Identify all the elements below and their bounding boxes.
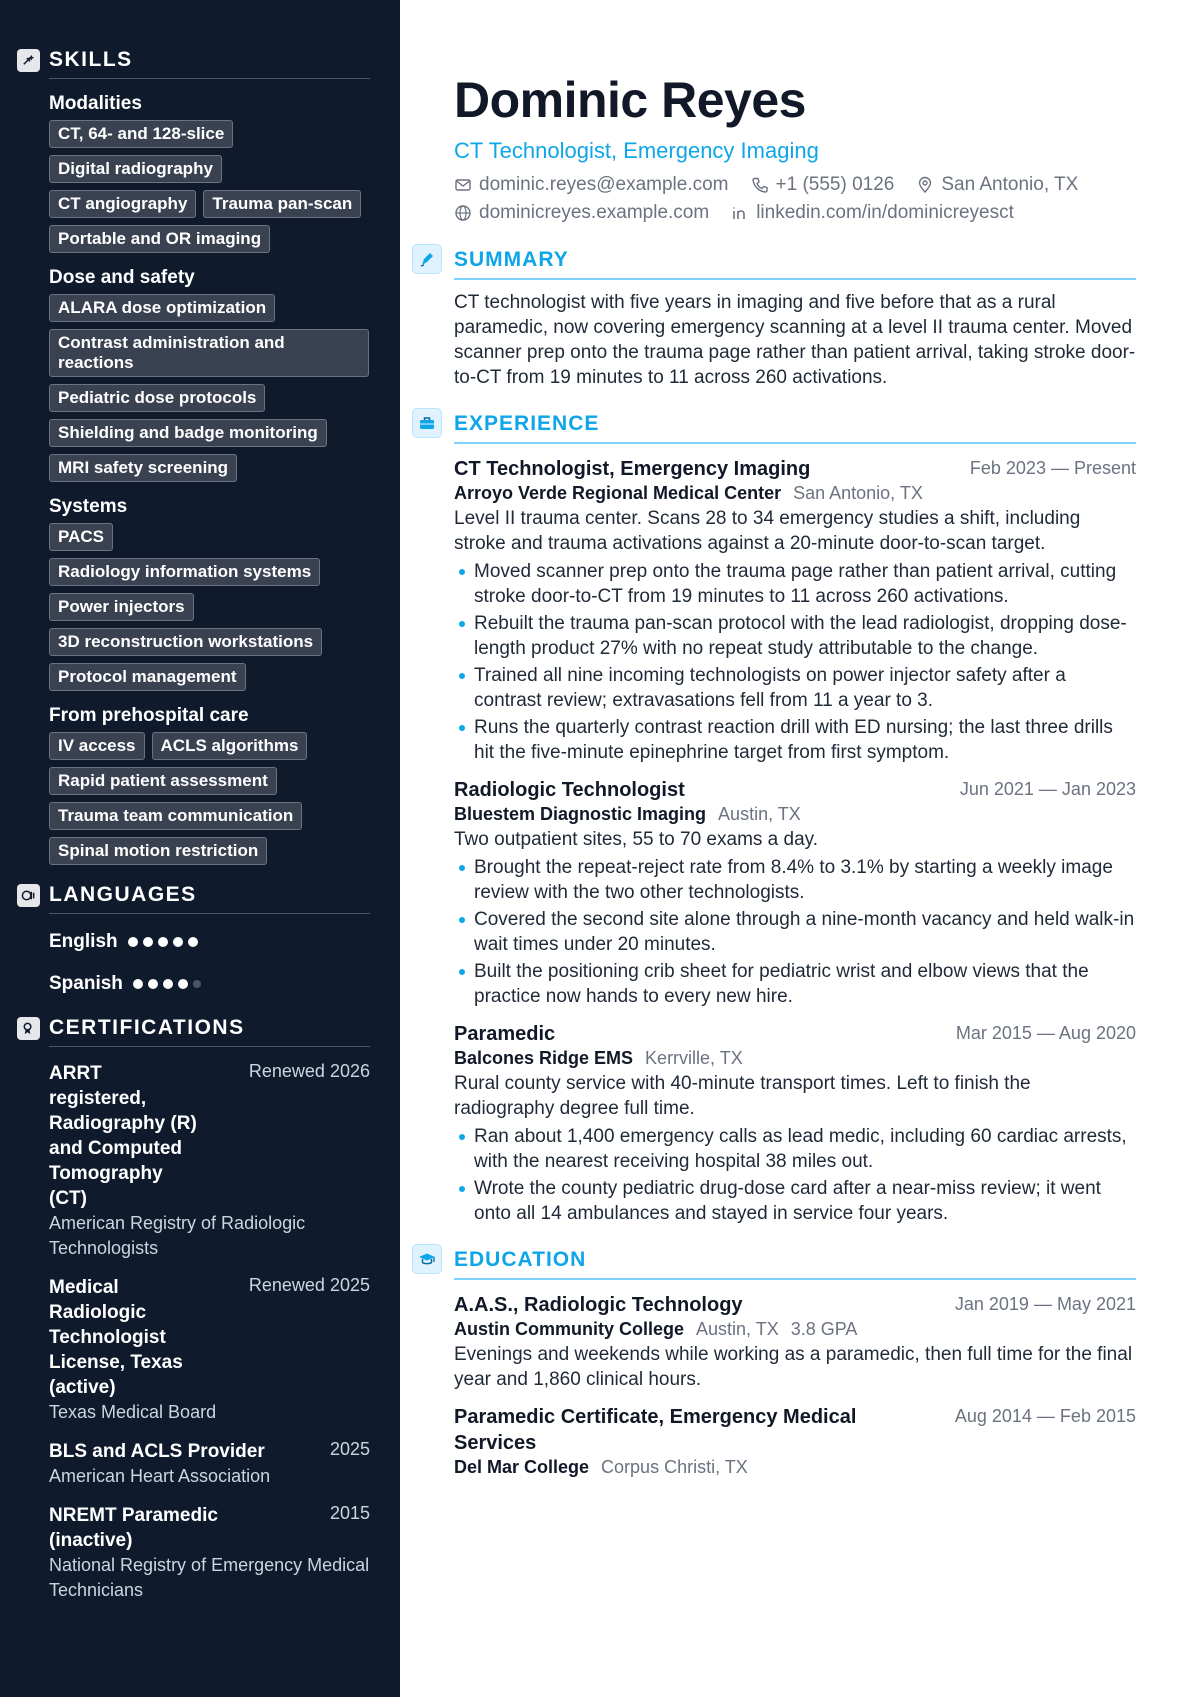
summary-title: SUMMARY [454,248,569,271]
skill-chip: Spinal motion restriction [49,837,267,865]
certificate-icon [17,1017,40,1040]
skill-group-title: Dose and safety [49,267,195,288]
job-bullets [454,855,1136,1009]
skills-icon [17,49,40,72]
summary-text: CT technologist with five years in imaging and five before that as a rural paramedic, now covering emergency scanning at a level II trauma center. Moved scanner prep onto the trauma page rather than patient arrival, taking stroke door-to-CT from 19 minutes to 11 across 260 activations. [454,292,1136,388]
job-bullet: Built the positioning crib sheet for pediatric wrist and elbow views that the practice now hands to every new hire. [454,959,1136,1009]
job-description: Rural county service with 40-minute transport times. Left to finish the radiography degree full time. [454,1073,1031,1119]
certifications-divider [49,1046,370,1047]
experience-section [454,408,1136,1226]
languages-body [49,928,370,998]
job-org-line [454,1048,1136,1069]
job-entry [454,777,1136,1009]
job-bullet: Moved scanner prep onto the trauma page rather than patient arrival, cutting stroke door-to-CT from 19 minutes to 11 across 260 activations. [454,559,1136,609]
job-org: Balcones Ridge EMS [454,1048,634,1068]
contact-phone[interactable] [751,174,895,196]
certifications-body [49,1061,370,1603]
skill-chip: Trauma team communication [49,802,302,830]
certification-issuer: National Registry of Emergency Medical Technicians [49,1555,370,1600]
skill-chip: IV access [49,732,145,760]
education-degree: Paramedic Certificate, Emergency Medical Services [454,1406,857,1454]
job-bullet: Trained all nine incoming technologists on power injector safety after a contrast review; extravasations fell from 11 a year to 3. [454,663,1136,713]
skill-chip: 3D reconstruction workstations [49,628,322,656]
skill-group-title: Systems [49,496,128,517]
skill-group-title: Modalities [49,93,142,114]
job-location: Austin, TX [718,804,801,824]
languages-title: LANGUAGES [49,883,197,906]
certification-name: ARRT registered, Radiography (R) and Computed Tomography (CT) [49,1063,197,1209]
level-dot [143,937,153,947]
skill-chip: Shielding and badge monitoring [49,419,327,447]
skill-group-title: From prehospital care [49,705,249,726]
education-entry [454,1292,1136,1392]
email-text: dominic.reyes@example.com [479,174,729,195]
job-bullet: Rebuilt the trauma pan-scan protocol with the lead radiologist, dropping dose-length product 27% with no repeat study attributable to the change. [454,611,1136,661]
experience-title: EXPERIENCE [454,412,600,435]
education-school: Austin Community College [454,1319,685,1339]
pen-icon [412,244,442,274]
education-gpa: 3.8 GPA [790,1319,858,1339]
level-dot [128,937,138,947]
level-dot [148,979,158,989]
skill-chip: Digital radiography [49,155,222,183]
level-dot [163,979,173,989]
certification-name: BLS and ACLS Provider [49,1441,265,1462]
main-content [454,70,1136,1478]
job-entry [454,456,1136,765]
skills-title: SKILLS [49,48,133,71]
map-pin-icon [916,176,934,194]
job-role: Radiologic Technologist [454,779,685,801]
certification-issuer: American Heart Association [49,1466,271,1486]
skill-chip: Radiology information systems [49,558,320,586]
skill-chip: CT, 64- and 128-slice [49,120,233,148]
experience-divider [454,442,1136,444]
certification-year: Renewed 2025 [248,1275,370,1295]
education-section [454,1244,1136,1478]
education-school-line [454,1457,1136,1478]
job-bullet: Ran about 1,400 emergency calls as lead medic, including 60 cardiac arrests, with the nearest receiving hospital 38 miles out. [454,1124,1136,1174]
skill-group-modalities [49,93,370,253]
certification-item [49,1503,370,1603]
job-description: Two outpatient sites, 55 to 70 exams a day. [454,829,819,850]
certifications-header [17,1016,370,1040]
skill-chip: Rapid patient assessment [49,767,277,795]
education-title: EDUCATION [454,1248,587,1271]
job-title: CT Technologist, Emergency Imaging [454,138,819,163]
mail-icon [454,176,472,194]
education-divider [454,1278,1136,1280]
level-dot [158,937,168,947]
job-location: Kerrville, TX [645,1048,743,1068]
job-role: CT Technologist, Emergency Imaging [454,458,811,480]
job-date: Feb 2023 — Present [969,458,1136,478]
certification-issuer: Texas Medical Board [49,1402,217,1422]
job-date: Mar 2015 — Aug 2020 [955,1023,1136,1043]
skill-chip: Portable and OR imaging [49,225,270,253]
education-date: Aug 2014 — Feb 2015 [954,1406,1136,1426]
job-location: San Antonio, TX [793,483,923,503]
education-date: Jan 2019 — May 2021 [954,1294,1136,1314]
level-dot [173,937,183,947]
certification-item [49,1275,370,1425]
education-school-line [454,1319,1136,1340]
level-dot [188,937,198,947]
certification-year: 2015 [329,1503,370,1523]
job-bullets [454,1124,1136,1226]
skill-chip: Protocol management [49,663,246,691]
certification-year: Renewed 2026 [248,1061,370,1081]
language-row [49,928,370,956]
job-bullet: Wrote the county pediatric drug-dose card after a near-miss review; it went onto all 14 ambulances and stayed in service four years. [454,1176,1136,1226]
linkedin-text: linkedin.com/in/dominicreyesct [756,202,1014,223]
language-level-dots [133,979,201,989]
graduation-cap-icon [412,1244,442,1274]
linkedin-icon [731,204,749,222]
languages-divider [49,913,370,914]
contact-linkedin[interactable] [731,202,1014,224]
job-entry [454,1021,1136,1226]
job-role: Paramedic [454,1023,556,1045]
education-location: Corpus Christi, TX [601,1457,748,1477]
skill-chip: Power injectors [49,593,194,621]
contact-row [454,174,1136,196]
globe-icon [454,204,472,222]
certification-name: NREMT Paramedic (inactive) [49,1505,218,1551]
job-org: Bluestem Diagnostic Imaging [454,804,707,824]
contact-website[interactable] [454,202,709,224]
briefcase-icon [412,408,442,438]
summary-section [454,244,1136,390]
certification-item [49,1439,370,1489]
certification-issuer: American Registry of Radiologic Technologists [49,1213,306,1258]
job-bullets [454,559,1136,765]
job-org-line [454,483,1136,504]
level-dot-empty [193,980,201,988]
contact-row-links [454,202,1136,224]
skill-chip: CT angiography [49,190,196,218]
level-dot [178,979,188,989]
education-entry [454,1404,1136,1478]
certification-name: Medical Radiologic Technologist License, Texas (active) [49,1277,183,1398]
languages-icon [17,884,40,907]
skills-divider [49,78,370,79]
skill-group-dose-safety [49,267,370,482]
skill-chip: Trauma pan-scan [203,190,361,218]
certifications-title: CERTIFICATIONS [49,1016,245,1039]
languages-header [17,883,370,907]
skill-chip: PACS [49,523,113,551]
job-date: Jun 2021 — Jan 2023 [959,779,1136,799]
contact-email[interactable] [454,174,729,196]
education-description: Evenings and weekends while working as a paramedic, then full time for the final year and 1,860 clinical hours. [454,1344,1133,1390]
education-degree: A.A.S., Radiologic Technology [454,1294,743,1316]
job-bullet: Brought the repeat-reject rate from 8.4% to 3.1% by starting a weekly image review with the two other technologists. [454,855,1136,905]
level-dot [133,979,143,989]
contact-location [916,174,1078,196]
certification-item [49,1061,370,1261]
certification-year: 2025 [329,1439,370,1459]
language-name: Spanish [49,973,123,994]
skill-chip: Pediatric dose protocols [49,384,265,412]
language-row [49,970,370,998]
job-bullet: Runs the quarterly contrast reaction drill with ED nursing; the last three drills hit the five-minute epinephrine target from first symptom. [454,715,1136,765]
sidebar [0,0,400,1697]
education-school: Del Mar College [454,1457,590,1477]
skill-group-systems [49,496,370,691]
candidate-name: Dominic Reyes [454,72,806,128]
skill-chip: ALARA dose optimization [49,294,275,322]
skill-chip: ACLS algorithms [152,732,308,760]
skill-chip: Contrast administration and reactions [49,329,369,377]
job-bullet: Covered the second site alone through a nine-month vacancy and held walk-in wait times under 20 minutes. [454,907,1136,957]
website-text: dominicreyes.example.com [479,202,710,223]
phone-text: +1 (555) 0126 [775,174,895,195]
job-org: Arroyo Verde Regional Medical Center [454,483,782,503]
skills-header [17,48,370,72]
skills-body [49,93,370,865]
job-description: Level II trauma center. Scans 28 to 34 emergency studies a shift, including stroke and trauma activations against a 20-minute door-to-scan target. [454,508,1081,554]
language-name: English [49,931,118,952]
skill-chip: MRI safety screening [49,454,237,482]
education-location: Austin, TX [696,1319,779,1339]
skill-group-prehospital [49,705,370,865]
job-org-line [454,804,1136,825]
location-text: San Antonio, TX [941,174,1079,195]
language-level-dots [128,937,198,947]
phone-icon [751,176,769,194]
summary-divider [454,278,1136,280]
